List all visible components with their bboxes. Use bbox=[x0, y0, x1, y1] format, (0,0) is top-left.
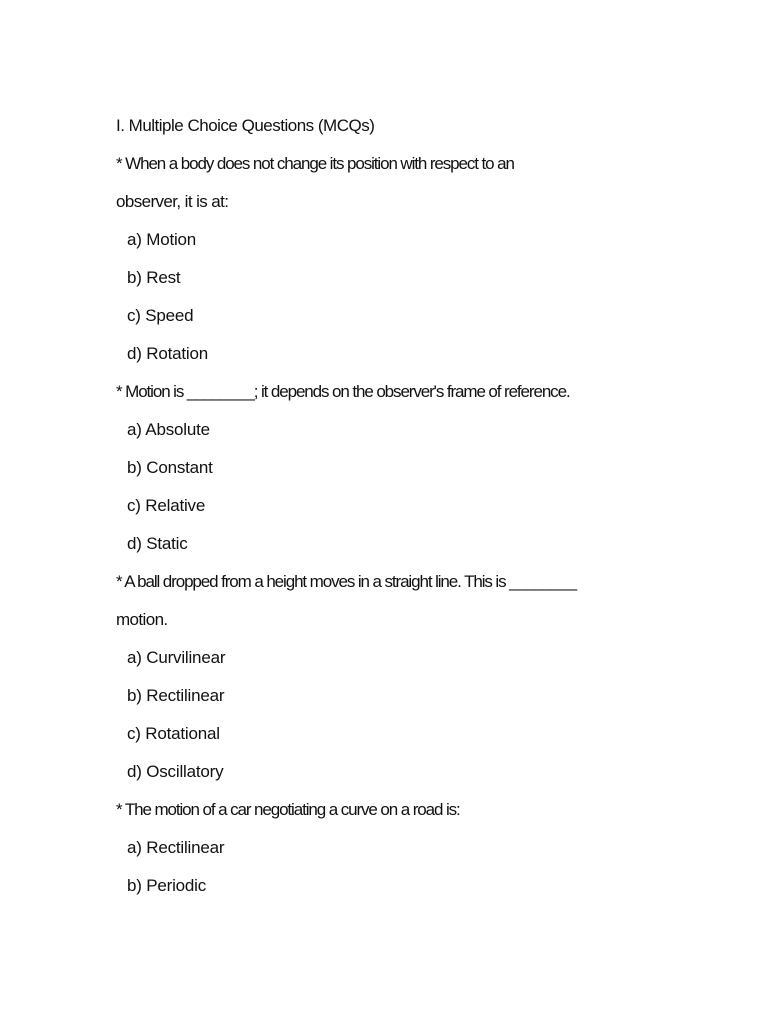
question-1-option-a: a) Motion bbox=[127, 230, 197, 249]
question-4-option-a: a) Rectilinear bbox=[127, 838, 225, 857]
question-3-option-b: b) Rectilinear bbox=[127, 686, 225, 705]
question-1-option-c: c) Speed bbox=[127, 306, 194, 325]
question-4-text-line-1: * The motion of a car negotiating a curve on a road is: bbox=[116, 800, 460, 819]
question-3-text-line-2: motion. bbox=[116, 610, 168, 629]
section-heading: I. Multiple Choice Questions (MCQs) bbox=[116, 116, 375, 135]
question-1-text-line-1: * When a body does not change its position with respect to an bbox=[116, 154, 514, 173]
question-1-text-line-2: observer, it is at: bbox=[116, 192, 229, 211]
question-1-option-d: d) Rotation bbox=[127, 344, 208, 363]
question-2-option-b: b) Constant bbox=[127, 458, 213, 477]
question-4-option-b: b) Periodic bbox=[127, 876, 207, 895]
question-2-option-c: c) Relative bbox=[127, 496, 206, 515]
question-2-option-a: a) Absolute bbox=[127, 420, 210, 439]
question-1-option-b: b) Rest bbox=[127, 268, 181, 287]
question-2-text-line-1: * Motion is ________; it depends on the observer's frame of reference. bbox=[116, 382, 570, 401]
question-2-option-d: d) Static bbox=[127, 534, 188, 553]
question-3-option-d: d) Oscillatory bbox=[127, 762, 224, 781]
question-3-option-c: c) Rotational bbox=[127, 724, 220, 743]
question-3-option-a: a) Curvilinear bbox=[127, 648, 226, 667]
question-3-text-line-1: * A ball dropped from a height moves in a straight line. This is ________ bbox=[116, 572, 576, 591]
